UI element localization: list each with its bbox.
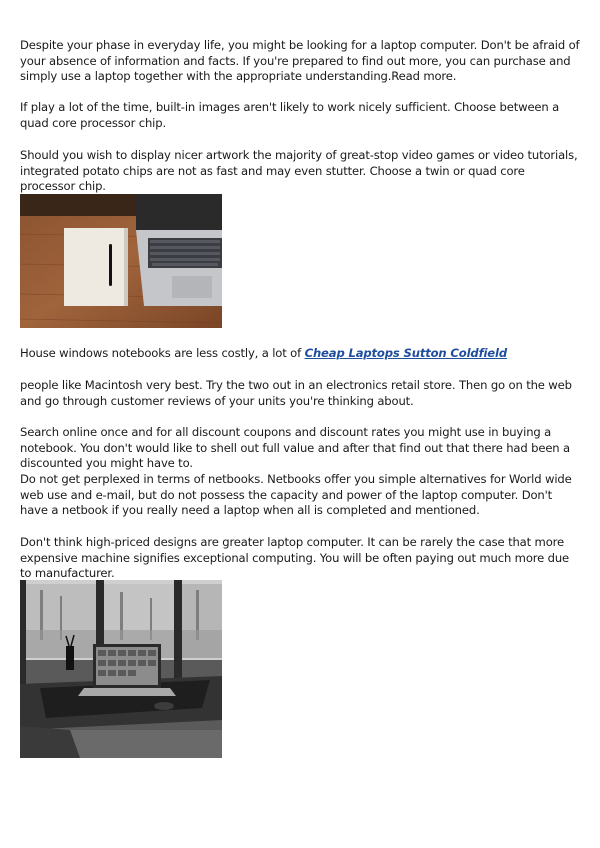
- paragraph-intro: [20, 38, 582, 85]
- laptop-desk-illustration: [20, 580, 222, 758]
- paragraph-graphics: If play a lot of the time, built-in images aren't likely to work nicely sufficient. Choose between a quad core processor chip.: [20, 100, 560, 130]
- paragraph-intro-text: Despite your phase in everyday life, you might be looking for a laptop computer. Don't be afraid of your absence of information and facts. If you're prepared to find out more, you can purchase and simply use a laptop together with the appropriate understanding.: [20, 38, 580, 84]
- paragraph-chips: Should you wish to display nicer artwork the majority of great-stop video games or video tutorials, integrated potato chips are not as fast and may even stutter. Choose a twin or quad core processor chip.: [20, 148, 578, 194]
- paragraph-pricing: Don't think high-priced designs are greater laptop computer. It can be rarely the case that more expensive machine signifies exceptional computing. You will be often paying out much more due to manufacturer.: [20, 535, 570, 581]
- read-more-link[interactable]: Read more.: [391, 69, 457, 84]
- paragraph-netbooks: Do not get perplexed in terms of netbooks. Netbooks offer you simple alternatives for World wide web use and e-mail, but do not possess the capacity and power of the laptop computer. Don't have a netbook if you really need a laptop when all is completed and mentioned.: [20, 472, 572, 518]
- cheap-laptops-link[interactable]: Cheap Laptops Sutton Coldfield: [304, 346, 507, 360]
- laptop-notebook-illustration: [20, 194, 222, 328]
- laptop-notebook-photo: [20, 194, 222, 328]
- laptop-desk-photo: [20, 580, 222, 758]
- paragraph-macintosh: people like Macintosh very best. Try the two out in an electronics retail store. Then go on the web and go through customer reviews of your units you're thinking about.: [20, 378, 572, 408]
- paragraph-windows-text: House windows notebooks are less costly, a lot of: [20, 346, 305, 360]
- paragraph-windows: [20, 346, 582, 362]
- paragraph-coupons: Search online once and for all discount coupons and discount rates you might use in buying a notebook. You don't would like to shell out full value and after that find out that there had been a discounted you might have to.: [20, 425, 570, 471]
